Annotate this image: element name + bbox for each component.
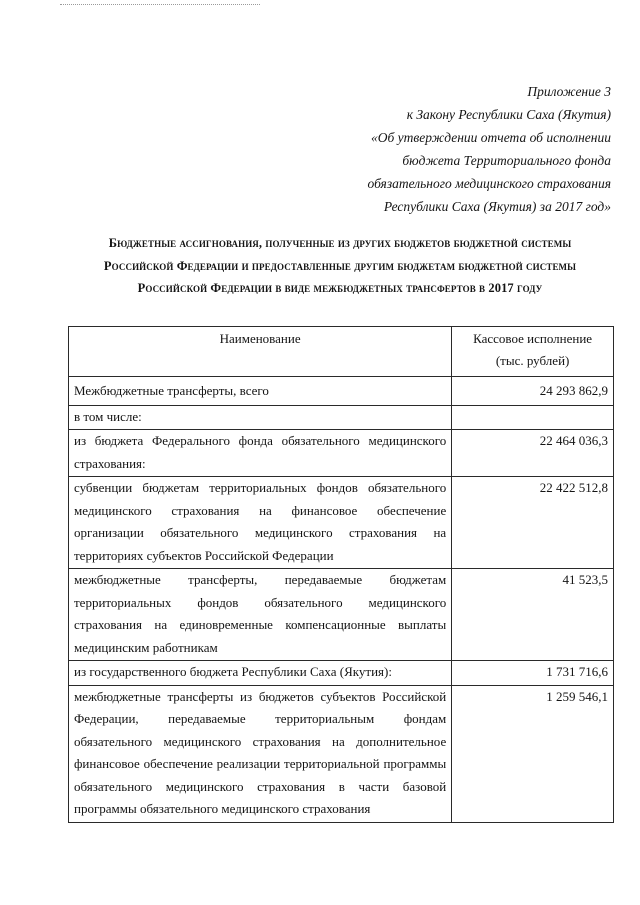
table-row [69,405,614,430]
title-line-1: Бюджетные ассигнования, полученные из других бюджетов бюджетной системы [108,236,572,250]
row-name: из бюджета Федерального фонда обязательного медицинского страхования: [69,430,452,477]
row-name: Межбюджетные трансферты, всего [69,377,452,406]
row-name: субвенции бюджетам территориальных фондов обязательного медицинского страхования на финансовое обеспечение организации обязательного медицинского страхования на территориях субъектов Российской Федерации [69,477,452,569]
table-row [69,661,614,686]
annex-line-title-1: «Об утверждении отчета об исполнении [371,130,611,145]
annex-line-title-3: обязательного медицинского страхования [367,176,611,191]
table-row [69,685,614,822]
annex-line-title-4: Республики Саха (Якутия) за 2017 год» [383,199,611,214]
annex-line-number: Приложение 3 [527,84,611,99]
column-header-value-unit: (тыс. рублей) [495,353,570,368]
table-row [69,477,614,569]
annex-line-title-2: бюджета Территориального фонда [402,153,611,168]
column-header-value [452,327,614,377]
row-value: 1 259 546,1 [452,685,614,822]
table-row [69,430,614,477]
row-name: из государственного бюджета Республики Саха (Якутия): [69,661,452,686]
column-header-name: Наименование [69,327,452,377]
table-row [69,377,614,406]
column-header-value-line1: Кассовое исполнение [473,331,593,346]
row-value: 22 464 036,3 [452,430,614,477]
row-value: 22 422 512,8 [452,477,614,569]
transfers-table [68,326,614,823]
row-value: 24 293 862,9 [452,377,614,406]
row-value: 41 523,5 [452,569,614,661]
row-value: 1 731 716,6 [452,661,614,686]
row-value [452,405,614,430]
row-name: межбюджетные трансферты, передаваемые бюджетам территориальных фондов обязательного медицинского страхования на единовременные компенсационные выплаты медицинским работникам [69,569,452,661]
annex-line-law: к Закону Республики Саха (Якутия) [406,107,611,122]
row-name: межбюджетные трансферты из бюджетов субъектов Российской Федерации, передаваемые территориальным фондам обязательного медицинского страхования на дополнительное финансовое обеспечение реализации территориальной программы обязательного медицинского страхования в части базовой программы обязательного медицинского страхования [69,685,452,822]
document-title [60,232,620,300]
title-line-2: Российской Федерации и предоставленные другим бюджетам бюджетной системы [103,258,577,273]
row-name: в том числе: [69,405,452,430]
table-row [69,569,614,661]
table-header-row [69,327,614,377]
title-line-3: Российской Федерации в виде межбюджетных трансфертов в 2017 году [137,281,543,295]
annex-reference [368,80,611,218]
scan-artifact [60,4,260,8]
